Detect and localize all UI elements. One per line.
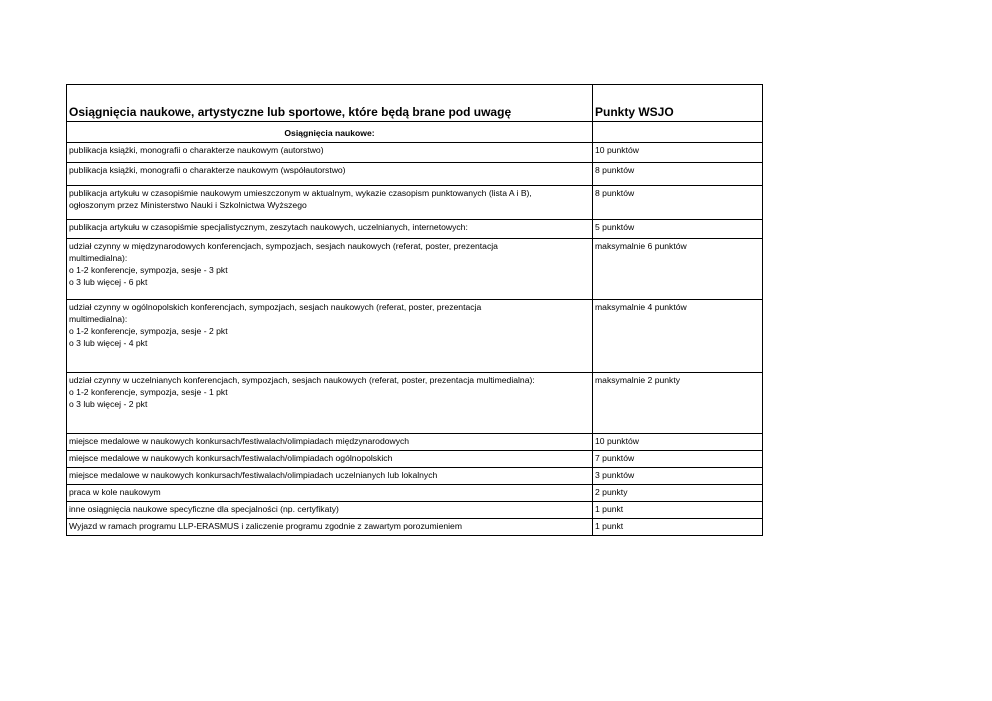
- achievement-description: [67, 186, 593, 220]
- achievement-description: [67, 485, 593, 502]
- description-line: o 3 lub więcej - 6 pkt: [69, 277, 148, 287]
- description-line: publikacja książki, monografii o charakterze naukowym (współautorstwo): [69, 165, 346, 175]
- table-row: [67, 239, 763, 300]
- description-line: udział czynny w uczelnianych konferencjach, sympozjach, sesjach naukowych (referat, poster, prezentacja multimedialna):: [69, 375, 535, 385]
- achievement-points: 10 punktów: [593, 434, 763, 451]
- achievement-description: [67, 468, 593, 485]
- section-points-cell: [593, 122, 763, 143]
- description-line: miejsce medalowe w naukowych konkursach/festiwalach/olimpiadach międzynarodowych: [69, 436, 410, 446]
- description-line: miejsce medalowe w naukowych konkursach/festiwalach/olimpiadach uczelnianych lub lokalnych: [69, 470, 438, 480]
- achievement-points: maksymalnie 6 punktów: [593, 239, 763, 300]
- achievement-points: 7 punktów: [593, 451, 763, 468]
- description-line: praca w kole naukowym: [69, 487, 161, 497]
- description-line: inne osiągnięcia naukowe specyficzne dla specjalności (np. certyfikaty): [69, 504, 339, 514]
- achievement-points: 5 punktów: [593, 220, 763, 239]
- description-line: publikacja książki, monografii o charakterze naukowym (autorstwo): [69, 145, 324, 155]
- achievement-points: 8 punktów: [593, 163, 763, 186]
- table-row: [67, 434, 763, 451]
- description-line: o 1-2 konferencje, sympozja, sesje - 2 pkt: [69, 326, 228, 336]
- description-line: udział czynny w międzynarodowych konferencjach, sympozjach, sesjach naukowych (referat, poster, prezentacja: [69, 241, 498, 251]
- table-row: [67, 143, 763, 163]
- description-line: Wyjazd w ramach programu LLP-ERASMUS i zaliczenie programu zgodnie z zawartym porozumieniem: [69, 521, 462, 531]
- achievement-points: 1 punkt: [593, 519, 763, 536]
- achievement-points: 2 punkty: [593, 485, 763, 502]
- description-line: o 3 lub więcej - 2 pkt: [69, 399, 148, 409]
- section-row: [67, 122, 763, 143]
- header-points: Punkty WSJO: [593, 85, 763, 122]
- table-row: [67, 220, 763, 239]
- achievement-points: maksymalnie 2 punkty: [593, 373, 763, 434]
- achievement-points: maksymalnie 4 punktów: [593, 300, 763, 373]
- achievement-description: [67, 373, 593, 434]
- table-row: [67, 485, 763, 502]
- description-line: publikacja artykułu w czasopiśmie specjalistycznym, zeszytach naukowych, uczelnianych, internetowych:: [69, 222, 468, 232]
- description-line: miejsce medalowe w naukowych konkursach/festiwalach/olimpiadach ogólnopolskich: [69, 453, 393, 463]
- header-row: [67, 85, 763, 122]
- description-line: ogłoszonym przez Ministerstwo Nauki i Szkolnictwa Wyższego: [69, 200, 307, 210]
- table-row: [67, 163, 763, 186]
- table-row: [67, 186, 763, 220]
- achievement-points: 8 punktów: [593, 186, 763, 220]
- achievement-description: [67, 451, 593, 468]
- table-row: [67, 519, 763, 536]
- description-line: o 1-2 konferencje, sympozja, sesje - 3 pkt: [69, 265, 228, 275]
- table-row: [67, 502, 763, 519]
- table-row: [67, 451, 763, 468]
- achievement-description: [67, 502, 593, 519]
- table-row: [67, 300, 763, 373]
- table-row: [67, 373, 763, 434]
- achievement-description: [67, 519, 593, 536]
- achievement-points: 10 punktów: [593, 143, 763, 163]
- achievement-description: [67, 220, 593, 239]
- achievement-description: [67, 163, 593, 186]
- table-row: [67, 468, 763, 485]
- description-line: multimedialna):: [69, 253, 128, 263]
- achievement-description: [67, 300, 593, 373]
- description-line: o 3 lub więcej - 4 pkt: [69, 338, 148, 348]
- description-line: udział czynny w ogólnopolskich konferencjach, sympozjach, sesjach naukowych (referat, poster, prezentacja: [69, 302, 482, 312]
- section-title: Osiągnięcia naukowe:: [67, 122, 593, 143]
- description-line: publikacja artykułu w czasopiśmie naukowym umieszczonym w aktualnym, wykazie czasopism punktowanych (lista A i B),: [69, 188, 532, 198]
- achievements-table: [66, 84, 763, 536]
- achievement-description: [67, 239, 593, 300]
- rows-body: [67, 143, 763, 536]
- description-line: o 1-2 konferencje, sympozja, sesje - 1 pkt: [69, 387, 228, 397]
- header-title: Osiągnięcia naukowe, artystyczne lub sportowe, które będą brane pod uwagę: [67, 85, 593, 122]
- achievement-points: 3 punktów: [593, 468, 763, 485]
- achievement-description: [67, 434, 593, 451]
- description-line: multimedialna):: [69, 314, 128, 324]
- achievement-points: 1 punkt: [593, 502, 763, 519]
- achievement-description: [67, 143, 593, 163]
